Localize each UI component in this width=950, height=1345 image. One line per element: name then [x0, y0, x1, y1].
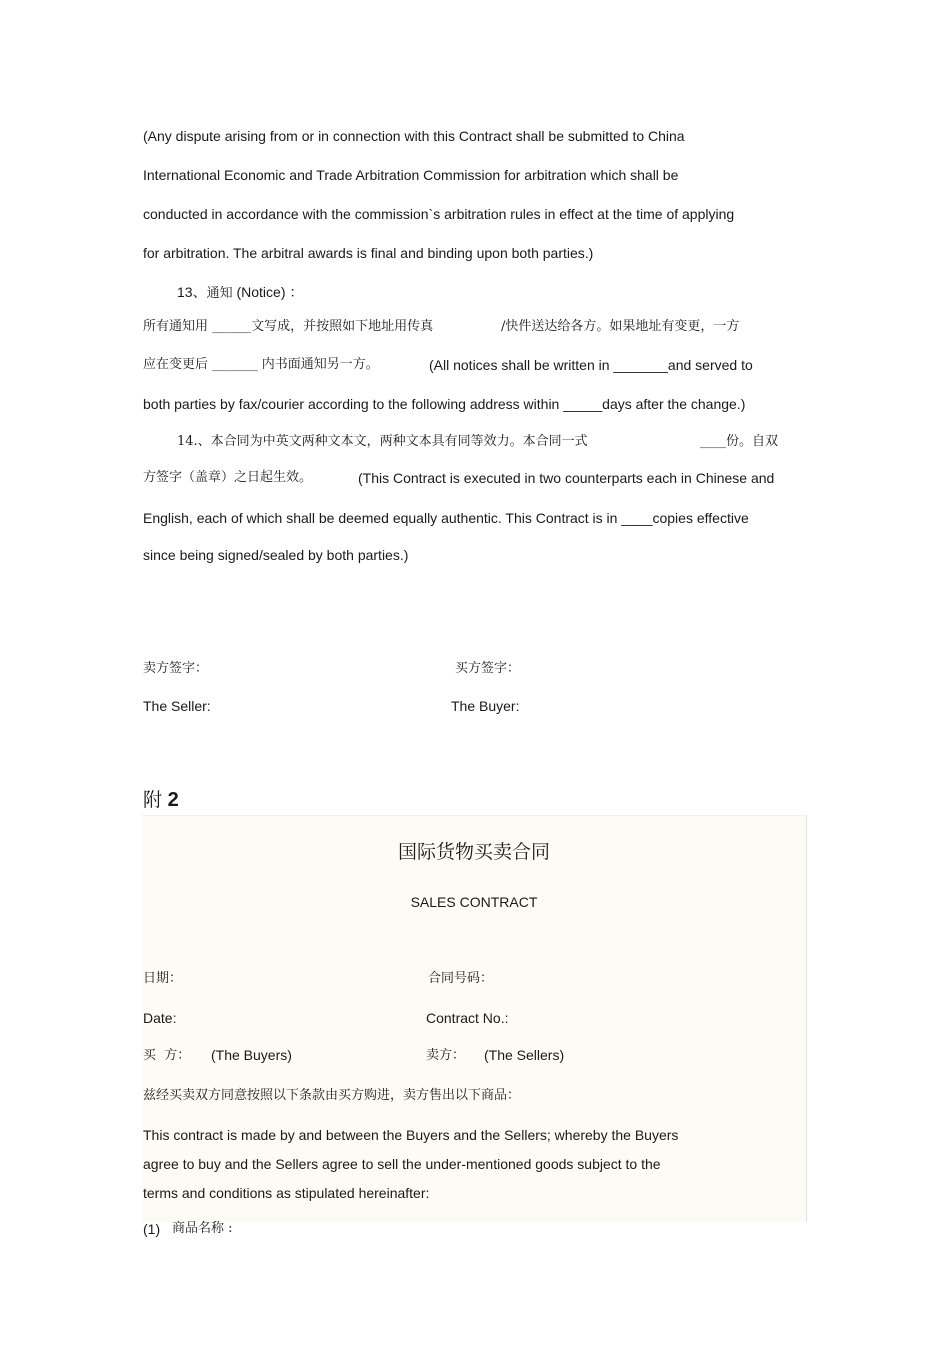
notice-line-1a: 所有通知用 ______文写成，并按照如下地址用传真 [143, 319, 434, 334]
seller-signature-cn: 卖方签字： [143, 661, 209, 676]
contract-no-label-en: Contract No.: [426, 1010, 509, 1026]
item-1-number: (1) [143, 1221, 161, 1237]
sellers-label-en: (The Sellers) [484, 1047, 565, 1063]
contract-intro-cn: 兹经买卖双方同意按照以下条款由买方购进，卖方售出以下商品： [143, 1088, 521, 1103]
contract-intro-en-2: agree to buy and the Sellers agree to sell the under-mentioned goods subject to the [143, 1156, 661, 1172]
appendix-label-cn: 附 [143, 789, 163, 811]
arbitration-line-2: International Economic and Trade Arbitration Commission for arbitration which shall be [143, 167, 679, 183]
contract-title-cn: 国际货物买卖合同 [397, 841, 550, 863]
counterparts-line-2-en: (This Contract is executed in two counterparts each in Chinese and [358, 470, 775, 486]
date-label-cn: 日期： [143, 971, 183, 986]
notice-line-3: both parties by fax/courier according to the following address within _____days after the change.) [143, 396, 746, 412]
buyer-signature-cn: 买方签字： [455, 661, 521, 676]
appendix-label-num: 2 [167, 789, 179, 811]
counterparts-line-2-cn: 方签字（盖章）之日起生效。 [143, 470, 313, 485]
arbitration-line-1: (Any dispute arising from or in connection with this Contract shall be submitted to China [143, 128, 685, 144]
notice-heading [177, 283, 303, 303]
appendix-heading [143, 787, 179, 813]
contract-title-en: SALES CONTRACT [410, 894, 538, 910]
counterparts-line-1a: 14.、本合同为中英文两种文本文，两种文本具有同等效力。本合同一式 [177, 434, 588, 449]
buyers-label-en: (The Buyers) [211, 1047, 292, 1063]
notice-line-1b: /快件送达给各方。如果地址有变更，一方 [501, 319, 740, 334]
counterparts-line-3: English, each of which shall be deemed equally authentic. This Contract is in ____copies effective [143, 510, 749, 526]
seller-signature-en: The Seller: [143, 698, 211, 714]
notice-heading-num: 13、 [177, 284, 207, 300]
notice-line-2-en: (All notices shall be written in _______and served to [429, 357, 753, 373]
contract-intro-en-3: terms and conditions as stipulated hereinafter: [143, 1185, 430, 1201]
notice-heading-cn: 通知 [206, 286, 233, 301]
arbitration-line-3: conducted in accordance with the commission`s arbitration rules in effect at the time of applying [143, 206, 735, 222]
notice-line-2-cn: 应在变更后 _______ 内书面通知另一方。 [143, 357, 379, 372]
buyers-label-cn: 买 方： [143, 1048, 191, 1063]
sellers-label-cn: 卖方： [426, 1048, 466, 1063]
counterparts-line-4: since being signed/sealed by both parties.) [143, 547, 409, 563]
buyer-signature-en: The Buyer: [451, 698, 520, 714]
date-label-en: Date: [143, 1010, 177, 1026]
contract-intro-en-1: This contract is made by and between the Buyers and the Sellers; whereby the Buyers [143, 1127, 679, 1143]
arbitration-line-4: for arbitration. The arbitral awards is final and binding upon both parties.) [143, 245, 594, 261]
notice-heading-en: (Notice) ： [232, 284, 304, 300]
counterparts-line-1b: ____份。自双 [700, 434, 779, 449]
item-1-name-label: 商品名称 : [172, 1221, 233, 1236]
contract-no-label-cn: 合同号码： [428, 971, 494, 986]
